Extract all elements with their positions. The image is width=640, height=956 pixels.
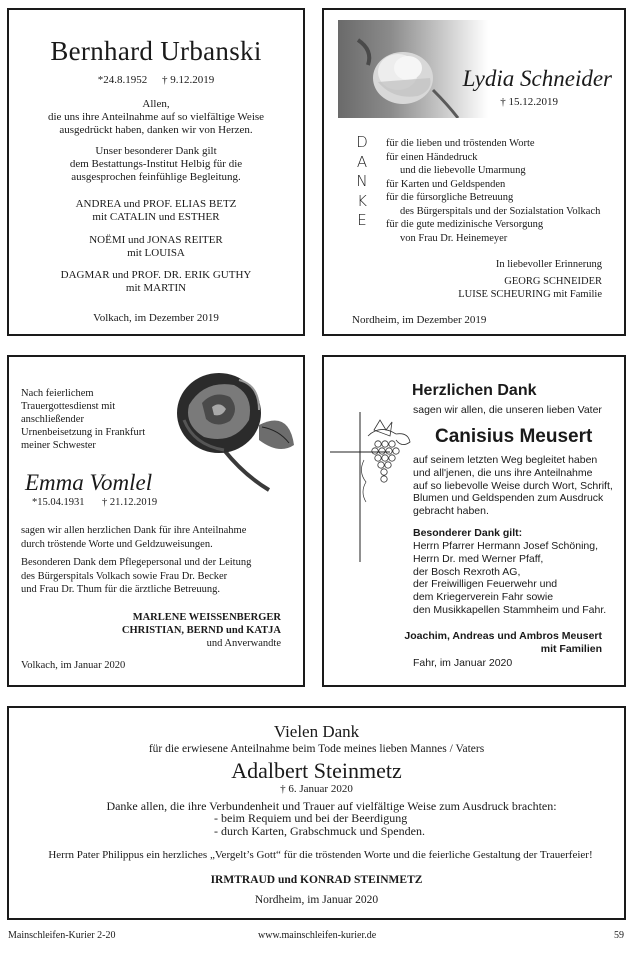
list-item: für die fürsorgliche Betreuung [386, 192, 514, 203]
text-line: dem Bestattungs-Institut Helbig für die [69, 158, 243, 170]
text-line: ausgesprochen feinfühlige Begleitung. [71, 171, 241, 183]
obituary-thanks-schneider [322, 8, 626, 336]
life-dates [9, 74, 303, 86]
signers [458, 275, 602, 301]
text-line: Urnenbeisetzung in Frankfurt [21, 427, 146, 438]
publication-name: Mainschleifen-Kurier 2-20 [8, 930, 116, 941]
place-date-footer: Volkach, im Januar 2020 [21, 660, 126, 671]
thanks-text [413, 454, 623, 518]
text-line: Unser besonderer Dank gilt [95, 145, 217, 157]
list-item: den Musikkapellen Stammheim und Fahr. [413, 603, 607, 616]
subheading: für die erwiesene Anteilnahme beim Tode meines lieben Mannes / Vaters [148, 743, 485, 755]
list-item: für Karten und Geldspenden [386, 178, 506, 190]
text-line: Allen, [142, 98, 170, 110]
list-item: Herrn Dr. med Werner Pfaff, [413, 552, 544, 565]
signer: CHRISTIAN, BERND und KATJA [121, 625, 281, 636]
signer: GEORG SCHNEIDER [504, 276, 602, 287]
heading: Vielen Dank [273, 722, 360, 741]
text-line: Nach feierlichem [21, 388, 94, 399]
signers: IRMTRAUD und KONRAD STEINMETZ [210, 874, 423, 886]
subheading: sagen wir allen, die unseren lieben Vater [413, 404, 602, 416]
deceased-name: Lydia Schneider [462, 66, 612, 91]
thanks-text: Danke allen, die ihre Verbundenheit und Trauer auf vielfältige Weise zum Ausdruck brachten: [106, 799, 557, 813]
birth-date: *15.04.1931 [32, 497, 85, 508]
thanks-text [21, 524, 301, 551]
text-line: ausgedrückt haben, danken wir von Herzen. [59, 124, 253, 136]
list-item: - beim Requiem und bei der Beerdigung [214, 811, 408, 825]
death-date: † 9.12.2019 [162, 74, 215, 86]
cross-grapes-icon [330, 412, 420, 562]
signer: und Anverwandte [206, 638, 281, 649]
text-line: mit LOUISA [127, 247, 185, 259]
text-line: ANDREA und PROF. ELIAS BETZ [75, 198, 237, 210]
text-line: Besonderen Dank dem Pflegepersonal und der Leitung [21, 557, 252, 568]
list-item: und die liebevolle Umarmung [400, 165, 526, 176]
signer: LUISE SCHEURING mit Familie [458, 289, 602, 300]
list-item: von Frau Dr. Heinemeyer [400, 232, 508, 244]
intro-text [21, 387, 161, 452]
website-url: www.mainschleifen-kurier.de [258, 930, 377, 941]
list-item: der Bosch Rexroth AG, [413, 565, 521, 578]
place-date-footer: Nordheim, im Januar 2020 [254, 894, 379, 906]
text-line: des Bürgerspitals Volkach sowie Frau Dr. Becker [21, 570, 228, 582]
signer: mit Familien [540, 643, 602, 655]
danke-letter: E [357, 211, 367, 229]
place-date-footer: Fahr, im Januar 2020 [413, 657, 513, 669]
list-item: für die lieben und tröstenden Worte [386, 138, 535, 149]
page-number: 59 [614, 930, 624, 941]
danke-letter: K [357, 191, 367, 210]
family-group [19, 269, 293, 295]
text-line: die uns ihre Anteilnahme auf so vielfältige Weise [47, 111, 265, 123]
text-line: DAGMAR und PROF. DR. ERIK GUTHY [60, 269, 252, 281]
list-item: Herrn Pfarrer Hermann Josef Schöning, [413, 540, 598, 552]
danke-letter: D [356, 133, 368, 151]
text-line: sagen wir allen herzlichen Dank für ihre Anteilnahme [21, 525, 247, 536]
list-item: für die gute medizinische Versorgung [386, 219, 544, 230]
signer: Joachim, Andreas und Ambros Meusert [404, 630, 602, 642]
place-date-footer: Nordheim, im Dezember 2019 [352, 314, 487, 326]
deceased-name: Adalbert Steinmetz [231, 758, 402, 783]
obituary-thanks-meusert [322, 355, 626, 687]
text-line: meiner Schwester [21, 440, 96, 451]
place-date-footer: Volkach, im Dezember 2019 [93, 312, 219, 324]
obituary-thanks-vomlel [7, 355, 305, 687]
text-line: Blumen und Geldspenden zum Ausdruck [413, 492, 604, 505]
thanks-list [214, 812, 425, 838]
death-date: † 15.12.2019 [500, 96, 558, 108]
deceased-name: Bernhard Urbanski [50, 36, 262, 66]
text-line: Trauergottesdienst mit [21, 401, 116, 412]
text-line: mit MARTIN [125, 282, 187, 294]
signers [404, 630, 602, 656]
death-date: † 21.12.2019 [102, 497, 158, 508]
text-line: auf so liebevolle Weise durch Wort, Schrift, [413, 479, 613, 492]
family-group [19, 198, 293, 224]
list-item: für einen Händedruck [386, 151, 478, 163]
thanks-list [386, 137, 600, 245]
metal-rose-image [164, 365, 304, 495]
death-date: † 6. Januar 2020 [280, 783, 353, 795]
deceased-name: Emma Vomlel [25, 470, 153, 495]
special-thanks-text [21, 556, 301, 597]
danke-letter: N [356, 172, 368, 190]
heading: Herzlichen Dank [412, 382, 537, 399]
priest-thanks: Herrn Pater Philippus ein herzliches „Vergelt’s Gott“ für die tröstenden Worte und die feierliche Gestaltung der Trauerfeier! [48, 849, 593, 861]
text-line: mit CATALIN und ESTHER [92, 211, 220, 223]
text-line: NOËMI und JONAS REITER [89, 234, 223, 246]
obituary-thanks-steinmetz [7, 706, 626, 920]
danke-vertical [354, 133, 370, 231]
text-line: gebracht haben. [413, 505, 489, 518]
list-item: dem Kriegerverein Fahr sowie [413, 591, 554, 604]
danke-letter: A [356, 152, 368, 171]
list-item: der Freiwilligen Feuerwehr und [413, 578, 558, 591]
memory-line: In liebevoller Erinnerung [495, 259, 602, 270]
obituary-thanks-urbanski [7, 8, 305, 336]
special-thanks-text [19, 145, 293, 184]
text-line: durch tröstende Worte und Geldzuweisungen. [21, 538, 213, 550]
text-line: und Frau Dr. Thum für die ärztliche Betreuung. [21, 584, 220, 595]
signer: MARLENE WEISSENBERGER [132, 612, 281, 623]
birth-date: *24.8.1952 [97, 74, 148, 86]
text-line: anschließender [21, 414, 84, 425]
family-group [19, 234, 293, 260]
list-item: - durch Karten, Grabschmuck und Spenden. [214, 824, 425, 838]
thanks-text [19, 98, 293, 137]
text-line: und all'jenen, die uns ihre Anteilnahme [413, 466, 593, 479]
signers [122, 611, 281, 650]
list-item: des Bürgerspitals und der Sozialstation Volkach [400, 205, 601, 217]
text-line: auf seinem letzten Weg begleitet haben [413, 454, 598, 466]
special-thanks-heading: Besonderer Dank gilt: [413, 527, 523, 539]
special-thanks-list [413, 540, 606, 617]
deceased-name: Canisius Meusert [435, 426, 593, 447]
